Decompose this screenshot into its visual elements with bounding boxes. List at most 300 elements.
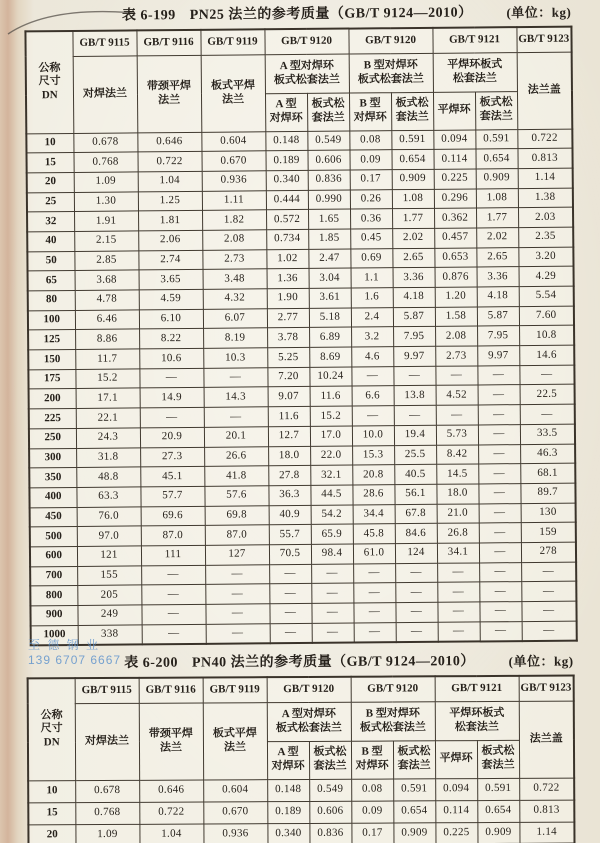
value-cell: 0.17 <box>350 170 392 190</box>
value-cell: — <box>478 385 520 405</box>
value-cell: 7.95 <box>477 326 519 346</box>
value-cell: 57.7 <box>140 486 204 506</box>
table-row <box>28 822 574 843</box>
value-cell: 0.936 <box>203 823 267 843</box>
value-cell: 0.722 <box>137 152 201 172</box>
col-header-std-9120b: GB/T 9120 <box>351 676 435 701</box>
dn-cell: 800 <box>30 586 77 606</box>
value-cell: 3.65 <box>139 270 203 290</box>
col-header-loose-flange-a: 板式松 套法兰 <box>309 741 351 779</box>
value-cell: 6.6 <box>352 386 394 406</box>
value-cell: 0.08 <box>351 779 393 801</box>
value-cell: 6.89 <box>309 327 351 347</box>
table2-unit-label: (单位：kg) <box>508 653 574 669</box>
value-cell: 2.77 <box>267 308 309 328</box>
value-cell: 13.8 <box>394 386 436 406</box>
value-cell: 1.04 <box>138 171 202 191</box>
value-cell: 33.5 <box>520 424 575 444</box>
col-header-neck-flat-flange: 带颈平焊 法兰 <box>137 55 202 133</box>
value-cell: 0.990 <box>308 190 350 210</box>
value-cell: 34.4 <box>353 504 395 524</box>
dn-cell: 125 <box>28 330 75 350</box>
value-cell: 32.1 <box>310 465 352 485</box>
value-cell: 18.0 <box>268 446 310 466</box>
value-cell: 12.7 <box>268 426 310 446</box>
value-cell: 0.591 <box>477 778 519 800</box>
value-cell: 9.07 <box>268 387 310 407</box>
table2-header <box>28 676 575 781</box>
value-cell: 0.17 <box>351 823 393 843</box>
value-cell: 15.2 <box>75 369 139 389</box>
value-cell: 22.5 <box>520 385 575 405</box>
dn-cell: 25 <box>27 192 74 212</box>
table1-header <box>25 27 572 134</box>
dn-cell: 20 <box>28 824 75 843</box>
value-cell: — <box>353 583 395 603</box>
value-cell: 0.189 <box>267 801 309 823</box>
value-cell: 5.73 <box>436 425 478 445</box>
value-cell: 0.722 <box>517 129 572 149</box>
value-cell: 0.591 <box>391 130 433 150</box>
value-cell: 20.8 <box>352 465 394 485</box>
value-cell: — <box>204 407 268 427</box>
table2-title-row <box>23 651 575 678</box>
value-cell: 1.30 <box>74 191 138 211</box>
col-header-a-ring-group: A 型对焊环 板式松套法兰 <box>267 702 351 741</box>
value-cell: 7.95 <box>393 327 435 347</box>
value-cell: — <box>522 621 577 641</box>
value-cell: 0.678 <box>73 132 137 152</box>
value-cell: 0.094 <box>433 129 475 149</box>
value-cell: 10.6 <box>139 348 203 368</box>
value-cell: 44.5 <box>310 485 352 505</box>
value-cell: 0.604 <box>203 779 267 801</box>
col-header-loose-flange-p: 板式松 套法兰 <box>477 740 519 778</box>
value-cell: 0.114 <box>435 800 477 822</box>
value-cell: 8.22 <box>139 329 203 349</box>
col-header-neck-flat-flange: 带颈平焊 法兰 <box>139 703 203 780</box>
value-cell: — <box>478 483 520 503</box>
value-cell: 0.909 <box>393 822 435 843</box>
value-cell: 1.09 <box>75 824 139 843</box>
value-cell: — <box>521 581 576 601</box>
dn-cell: 600 <box>30 546 77 566</box>
value-cell: 0.670 <box>201 151 265 171</box>
value-cell: 0.813 <box>519 800 574 822</box>
value-cell: 0.225 <box>434 169 476 189</box>
value-cell: 155 <box>77 566 141 586</box>
value-cell: — <box>141 565 205 585</box>
value-cell: 24.3 <box>76 428 140 448</box>
value-cell: 127 <box>205 545 269 565</box>
value-cell: 69.6 <box>141 506 205 526</box>
value-cell: 8.86 <box>75 329 139 349</box>
dn-cell: 450 <box>30 507 77 527</box>
value-cell: 20.1 <box>204 427 268 447</box>
value-cell: 2.85 <box>74 251 138 271</box>
value-cell: 0.572 <box>266 210 308 230</box>
value-cell: 0.08 <box>349 130 391 150</box>
value-cell: 205 <box>77 585 141 605</box>
value-cell: 56.1 <box>394 484 436 504</box>
value-cell: — <box>139 368 203 388</box>
value-cell: 3.78 <box>267 328 309 348</box>
value-cell: 14.9 <box>140 388 204 408</box>
dn-cell: 15 <box>28 802 75 824</box>
value-cell: 15.3 <box>352 445 394 465</box>
value-cell: 3.20 <box>518 247 573 267</box>
col-header-loose-flange-b: 板式松 套法兰 <box>391 92 433 130</box>
value-cell: 1.20 <box>435 287 477 307</box>
col-header-std-9120a: GB/T 9120 <box>267 677 351 702</box>
value-cell: 0.936 <box>202 171 266 191</box>
col-header-blind-flange: 法兰盖 <box>519 701 574 778</box>
value-cell: 3.68 <box>75 270 139 290</box>
value-cell: 17.1 <box>76 388 140 408</box>
value-cell: 1.08 <box>476 188 518 208</box>
value-cell: 11.7 <box>75 349 139 369</box>
col-header-std-9116: GB/T 9116 <box>136 30 200 56</box>
col-header-std-9115: GB/T 9115 <box>72 30 136 56</box>
value-cell: 0.678 <box>75 780 139 802</box>
value-cell: 5.18 <box>309 308 351 328</box>
value-cell: — <box>436 405 478 425</box>
col-header-std-9123: GB/T 9123 <box>516 27 571 52</box>
value-cell: 45.8 <box>353 524 395 544</box>
table-row <box>28 778 574 803</box>
value-cell: 10.0 <box>352 425 394 445</box>
value-cell: 1.08 <box>392 189 434 209</box>
value-cell: 14.5 <box>436 464 478 484</box>
pn25-weight-table <box>24 26 577 647</box>
value-cell: 0.114 <box>433 149 475 169</box>
value-cell: 87.0 <box>141 526 205 546</box>
value-cell: 69.8 <box>205 505 269 525</box>
value-cell: — <box>142 624 206 644</box>
value-cell: 11.6 <box>268 407 310 427</box>
header-types-row <box>26 52 572 96</box>
col-header-std-9120a: GB/T 9120 <box>264 29 348 55</box>
value-cell: 1.77 <box>392 209 434 229</box>
header-standards-row <box>28 676 574 704</box>
value-cell: 3.04 <box>309 268 351 288</box>
value-cell: 57.6 <box>204 486 268 506</box>
dn-cell: 175 <box>28 369 75 389</box>
value-cell: 0.549 <box>309 779 351 801</box>
col-header-a-ring-group: A 型对焊环 板式松套法兰 <box>265 54 349 94</box>
value-cell: 0.654 <box>393 800 435 822</box>
value-cell: — <box>478 424 520 444</box>
value-cell: 0.909 <box>477 822 519 843</box>
value-cell: 19.4 <box>394 425 436 445</box>
dn-cell: 200 <box>29 389 76 409</box>
col-header-loose-flange-b: 板式松 套法兰 <box>393 740 435 778</box>
value-cell: 1.11 <box>202 190 266 210</box>
value-cell: 0.148 <box>265 131 307 151</box>
value-cell: 67.8 <box>395 504 437 524</box>
dn-cell: 900 <box>30 605 77 625</box>
table-row <box>31 621 577 645</box>
value-cell: 15.2 <box>310 406 352 426</box>
pn40-table-block <box>23 651 576 843</box>
dn-cell: 40 <box>27 231 74 251</box>
value-cell: 0.768 <box>73 152 137 172</box>
value-cell: 97.0 <box>77 526 141 546</box>
value-cell: 4.18 <box>477 287 519 307</box>
col-header-flat-ring: 平焊环 <box>435 740 477 778</box>
table1-title-row <box>21 2 573 31</box>
value-cell: 0.457 <box>434 228 476 248</box>
value-cell: — <box>479 582 521 602</box>
value-cell: 0.09 <box>351 801 393 823</box>
table2-number: 表 6-200 <box>124 655 178 671</box>
value-cell: 1.38 <box>518 188 573 208</box>
value-cell: — <box>353 563 395 583</box>
value-cell: 3.61 <box>309 288 351 308</box>
value-cell: 8.69 <box>309 347 351 367</box>
value-cell: 10.3 <box>203 348 267 368</box>
value-cell: — <box>270 623 312 643</box>
value-cell: 3.48 <box>203 269 267 289</box>
value-cell: — <box>479 562 521 582</box>
value-cell: — <box>141 604 205 624</box>
value-cell: 10.24 <box>309 367 351 387</box>
value-cell: 0.909 <box>392 169 434 189</box>
value-cell: 111 <box>141 545 205 565</box>
value-cell: — <box>205 564 269 584</box>
value-cell: 0.69 <box>350 248 392 268</box>
dn-cell: 500 <box>30 527 77 547</box>
value-cell: — <box>140 407 204 427</box>
col-header-weld-neck-flange: 对焊法兰 <box>75 703 139 780</box>
col-header-b-ring: B 型 对焊环 <box>351 741 393 779</box>
value-cell: 2.35 <box>518 227 573 247</box>
value-cell: 14.6 <box>519 345 574 365</box>
col-header-std-9119: GB/T 9119 <box>200 29 264 55</box>
value-cell: — <box>269 584 311 604</box>
col-header-flat-ring-group: 平焊环板式 松套法兰 <box>435 701 519 740</box>
value-cell: — <box>479 602 521 622</box>
value-cell: 89.7 <box>520 483 575 503</box>
value-cell: — <box>435 366 477 386</box>
col-header-dn: 公称 尺寸 DN <box>28 678 76 780</box>
value-cell: — <box>311 583 353 603</box>
value-cell: 3.36 <box>393 268 435 288</box>
value-cell: 0.909 <box>476 168 518 188</box>
dn-cell: 10 <box>26 133 73 153</box>
value-cell: 6.07 <box>203 308 267 328</box>
dn-cell: 80 <box>28 290 75 310</box>
value-cell: — <box>478 405 520 425</box>
value-cell: 4.29 <box>519 266 574 286</box>
value-cell: 0.225 <box>435 822 477 843</box>
value-cell: 2.73 <box>202 249 266 269</box>
watermark-company: 至 德 钢 业 <box>28 638 101 652</box>
value-cell: 28.6 <box>352 485 394 505</box>
col-header-flat-ring-group: 平焊环板式 松套法兰 <box>433 52 517 92</box>
value-cell: 31.8 <box>76 447 140 467</box>
value-cell: 0.654 <box>477 800 519 822</box>
value-cell: 0.094 <box>435 778 477 800</box>
table1-title: PN25 法兰的参考质量（GB/T 9124—2010） <box>189 5 473 23</box>
value-cell: 0.654 <box>475 149 517 169</box>
value-cell: 1.85 <box>308 229 350 249</box>
table2-title: PN40 法兰的参考质量（GB/T 9124—2010） <box>191 654 475 671</box>
value-cell: 1.25 <box>138 191 202 211</box>
value-cell: 1.90 <box>267 288 309 308</box>
value-cell: 0.722 <box>519 778 574 800</box>
value-cell: 0.591 <box>393 778 435 800</box>
value-cell: 2.08 <box>202 230 266 250</box>
col-header-b-ring-group: B 型对焊环 板式松套法兰 <box>349 53 433 93</box>
value-cell: 1.6 <box>351 288 393 308</box>
header-types-row <box>28 701 574 743</box>
value-cell: 1.09 <box>74 172 138 192</box>
value-cell: 0.591 <box>475 129 517 149</box>
value-cell: 26.8 <box>437 523 479 543</box>
dn-cell: 350 <box>29 468 76 488</box>
col-header-b-ring: B 型 对焊环 <box>349 92 391 130</box>
value-cell: 17.0 <box>310 426 352 446</box>
value-cell: — <box>311 564 353 584</box>
dn-cell: 32 <box>27 212 74 232</box>
value-cell: 121 <box>77 546 141 566</box>
value-cell: 0.604 <box>201 131 265 151</box>
value-cell: — <box>203 368 267 388</box>
value-cell: — <box>205 584 269 604</box>
value-cell: — <box>396 622 438 642</box>
dn-cell: 400 <box>29 487 76 507</box>
col-header-flat-ring: 平焊环 <box>433 91 475 129</box>
value-cell: 0.722 <box>139 802 203 824</box>
value-cell: 84.6 <box>395 524 437 544</box>
value-cell: 1.36 <box>267 269 309 289</box>
value-cell: 1.65 <box>308 209 350 229</box>
col-header-weld-neck-flange: 对焊法兰 <box>73 55 138 133</box>
value-cell: 0.654 <box>391 150 433 170</box>
value-cell: 4.78 <box>75 290 139 310</box>
value-cell: 0.646 <box>137 132 201 152</box>
value-cell: 1.1 <box>351 268 393 288</box>
value-cell: 2.4 <box>351 307 393 327</box>
dn-cell: 65 <box>28 271 75 291</box>
value-cell: 8.42 <box>436 444 478 464</box>
col-header-loose-flange-a: 板式松 套法兰 <box>307 93 349 131</box>
dn-cell: 20 <box>27 172 74 192</box>
value-cell: 1.14 <box>518 168 573 188</box>
col-header-dn: 公称 尺寸 DN <box>25 31 73 133</box>
value-cell: — <box>311 603 353 623</box>
dn-cell: 10 <box>28 780 75 802</box>
table2-body <box>28 778 574 843</box>
value-cell: 87.0 <box>205 525 269 545</box>
value-cell: 124 <box>395 543 437 563</box>
value-cell: 2.74 <box>138 250 202 270</box>
table1-unit-label: (单位：kg) <box>506 4 572 21</box>
dn-cell: 150 <box>28 350 75 370</box>
table-row <box>28 800 574 825</box>
value-cell: 45.1 <box>140 467 204 487</box>
value-cell: 0.26 <box>350 189 392 209</box>
col-header-b-ring-group: B 型对焊环 板式松套法兰 <box>351 701 435 740</box>
value-cell: 65.9 <box>311 524 353 544</box>
value-cell: — <box>479 523 521 543</box>
pn40-weight-table <box>27 675 576 843</box>
value-cell: — <box>269 603 311 623</box>
value-cell: — <box>437 602 479 622</box>
value-cell: 0.734 <box>266 229 308 249</box>
value-cell: 5.54 <box>519 286 574 306</box>
value-cell: 40.5 <box>394 465 436 485</box>
value-cell: — <box>521 562 576 582</box>
value-cell: 9.97 <box>393 346 435 366</box>
value-cell: 76.0 <box>77 506 141 526</box>
value-cell: 46.3 <box>520 444 575 464</box>
value-cell: 20.9 <box>140 427 204 447</box>
value-cell: — <box>519 365 574 385</box>
value-cell: 2.15 <box>74 231 138 251</box>
col-header-plate-flat-flange: 板式平焊 法兰 <box>201 54 266 132</box>
value-cell: 5.25 <box>267 347 309 367</box>
value-cell: — <box>395 583 437 603</box>
value-cell: 0.606 <box>309 801 351 823</box>
value-cell: 4.18 <box>393 287 435 307</box>
value-cell: 22.0 <box>310 446 352 466</box>
value-cell: 8.19 <box>203 328 267 348</box>
pn25-table-block <box>21 2 579 647</box>
value-cell: — <box>479 543 521 563</box>
value-cell: 27.3 <box>140 447 204 467</box>
value-cell: 9.97 <box>477 346 519 366</box>
watermark-phone: 139 6707 6667 <box>28 653 122 667</box>
value-cell: — <box>269 564 311 584</box>
value-cell: 0.36 <box>350 209 392 229</box>
value-cell: 338 <box>78 625 142 645</box>
value-cell: 4.32 <box>203 289 267 309</box>
value-cell: 4.59 <box>139 289 203 309</box>
value-cell: 0.653 <box>434 248 476 268</box>
value-cell: 61.0 <box>353 544 395 564</box>
col-header-std-9115: GB/T 9115 <box>75 678 139 703</box>
value-cell: — <box>352 406 394 426</box>
value-cell: — <box>393 366 435 386</box>
value-cell: 0.148 <box>267 779 309 801</box>
value-cell: — <box>521 601 576 621</box>
value-cell: 0.813 <box>517 148 572 168</box>
value-cell: — <box>206 623 270 643</box>
value-cell: 2.65 <box>476 247 518 267</box>
value-cell: 2.06 <box>138 230 202 250</box>
value-cell: 55.7 <box>269 525 311 545</box>
value-cell: 68.1 <box>520 463 575 483</box>
dn-cell: 250 <box>29 428 76 448</box>
value-cell: — <box>351 366 393 386</box>
col-header-std-9123: GB/T 9123 <box>519 676 574 701</box>
value-cell: 48.8 <box>76 467 140 487</box>
value-cell: 130 <box>521 503 576 523</box>
col-header-std-9121: GB/T 9121 <box>432 27 516 53</box>
col-header-plate-flat-flange: 板式平焊 法兰 <box>203 702 267 779</box>
value-cell: 6.46 <box>75 310 139 330</box>
value-cell: 0.670 <box>203 801 267 823</box>
value-cell: — <box>312 623 354 643</box>
value-cell: — <box>395 563 437 583</box>
value-cell: 0.09 <box>349 150 391 170</box>
value-cell: — <box>477 365 519 385</box>
dn-cell: 1000 <box>31 625 78 645</box>
value-cell: 249 <box>77 605 141 625</box>
dn-cell: 300 <box>29 448 76 468</box>
